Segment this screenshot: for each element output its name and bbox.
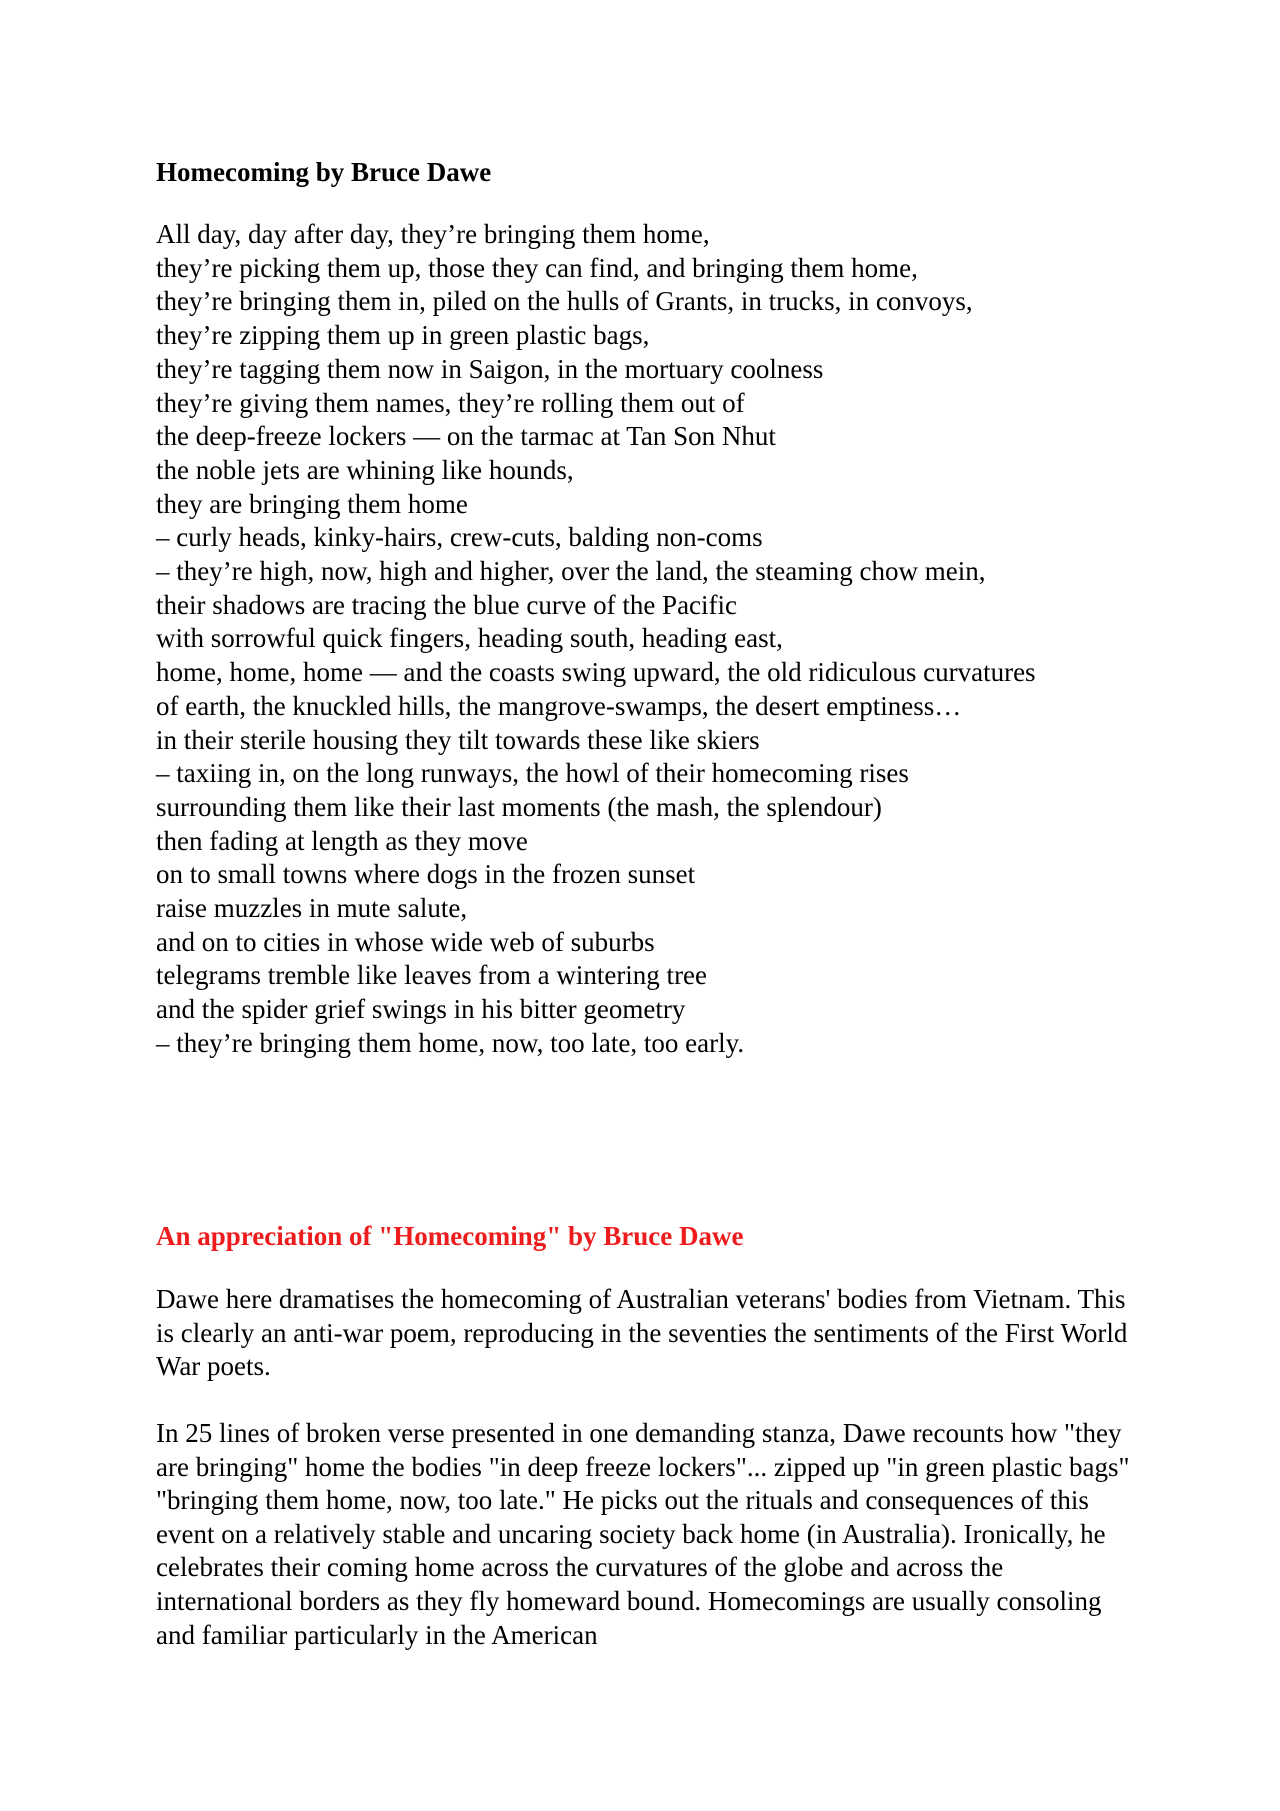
poem-line: and on to cities in whose wide web of suburbs: [156, 926, 655, 957]
poem-line: they are bringing them home: [156, 488, 468, 519]
poem-line: – taxiing in, on the long runways, the howl of their homecoming rises: [156, 758, 909, 789]
poem-line: they’re tagging them now in Saigon, in the mortuary coolness: [156, 353, 824, 384]
poem-line: telegrams tremble like leaves from a wintering tree: [156, 960, 708, 991]
poem-body: [156, 218, 1036, 1061]
poem-line: they’re zipping them up in green plastic bags,: [156, 320, 650, 351]
poem-line: on to small towns where dogs in the frozen sunset: [156, 859, 696, 890]
poem-line: they’re bringing them in, piled on the hulls of Grants, in trucks, in convoys,: [156, 286, 973, 317]
poem-line: – they’re high, now, high and higher, over the land, the steaming chow mein,: [156, 556, 986, 587]
poem-line: the noble jets are whining like hounds,: [156, 454, 574, 485]
poem-line: with sorrowful quick fingers, heading south, heading east,: [156, 623, 783, 654]
poem-line: then fading at length as they move: [156, 825, 528, 856]
poem-line: – they’re bringing them home, now, too late, too early.: [156, 1027, 745, 1058]
poem-line: All day, day after day, they’re bringing them home,: [156, 219, 710, 249]
poem-line: in their sterile housing they tilt towards these like skiers: [156, 724, 760, 755]
poem-line: they’re giving them names, they’re rolling them out of: [156, 387, 745, 418]
poem-line: home, home, home — and the coasts swing upward, the old ridiculous curvatures: [156, 657, 1036, 688]
poem-line: they’re picking them up, those they can find, and bringing them home,: [156, 252, 918, 283]
poem-line: the deep-freeze lockers — on the tarmac at Tan Son Nhut: [156, 421, 776, 452]
appreciation-heading: An appreciation of "Homecoming" by Bruce Dawe: [156, 1221, 744, 1251]
poem-line: and the spider grief swings in his bitter geometry: [156, 994, 686, 1025]
poem-line: – curly heads, kinky-hairs, crew-cuts, balding non-coms: [156, 522, 763, 553]
poem-line: raise muzzles in mute salute,: [156, 893, 468, 924]
poem-line: of earth, the knuckled hills, the mangrove-swamps, the desert emptiness…: [156, 690, 962, 721]
poem-line: surrounding them like their last moments (the mash, the splendour): [156, 791, 882, 822]
appreciation-paragraph: Dawe here dramatises the homecoming of Australian veterans' bodies from Vietnam. This is clearly an anti-war poem, reproducing in the seventies the sentiments of the First World War poets.: [156, 1284, 1128, 1382]
poem-line: their shadows are tracing the blue curve of the Pacific: [156, 589, 738, 620]
appreciation-paragraph: In 25 lines of broken verse presented in one demanding stanza, Dawe recounts how "they are bringing" home the bodies "in deep freeze lockers"... zipped up "in green plastic bags" "bringing them home, now, too late." He picks out the rituals and consequences of this event on a relatively stable and uncaring society back home (in Australia). Ironically, he celebrates their coming home across the curvatures of the globe and across the international borders as they fly homeward bound. Homecomings are usually consoling and familiar particularly in the American: [156, 1418, 1130, 1650]
poem-title: Homecoming by Bruce Dawe: [156, 157, 492, 187]
